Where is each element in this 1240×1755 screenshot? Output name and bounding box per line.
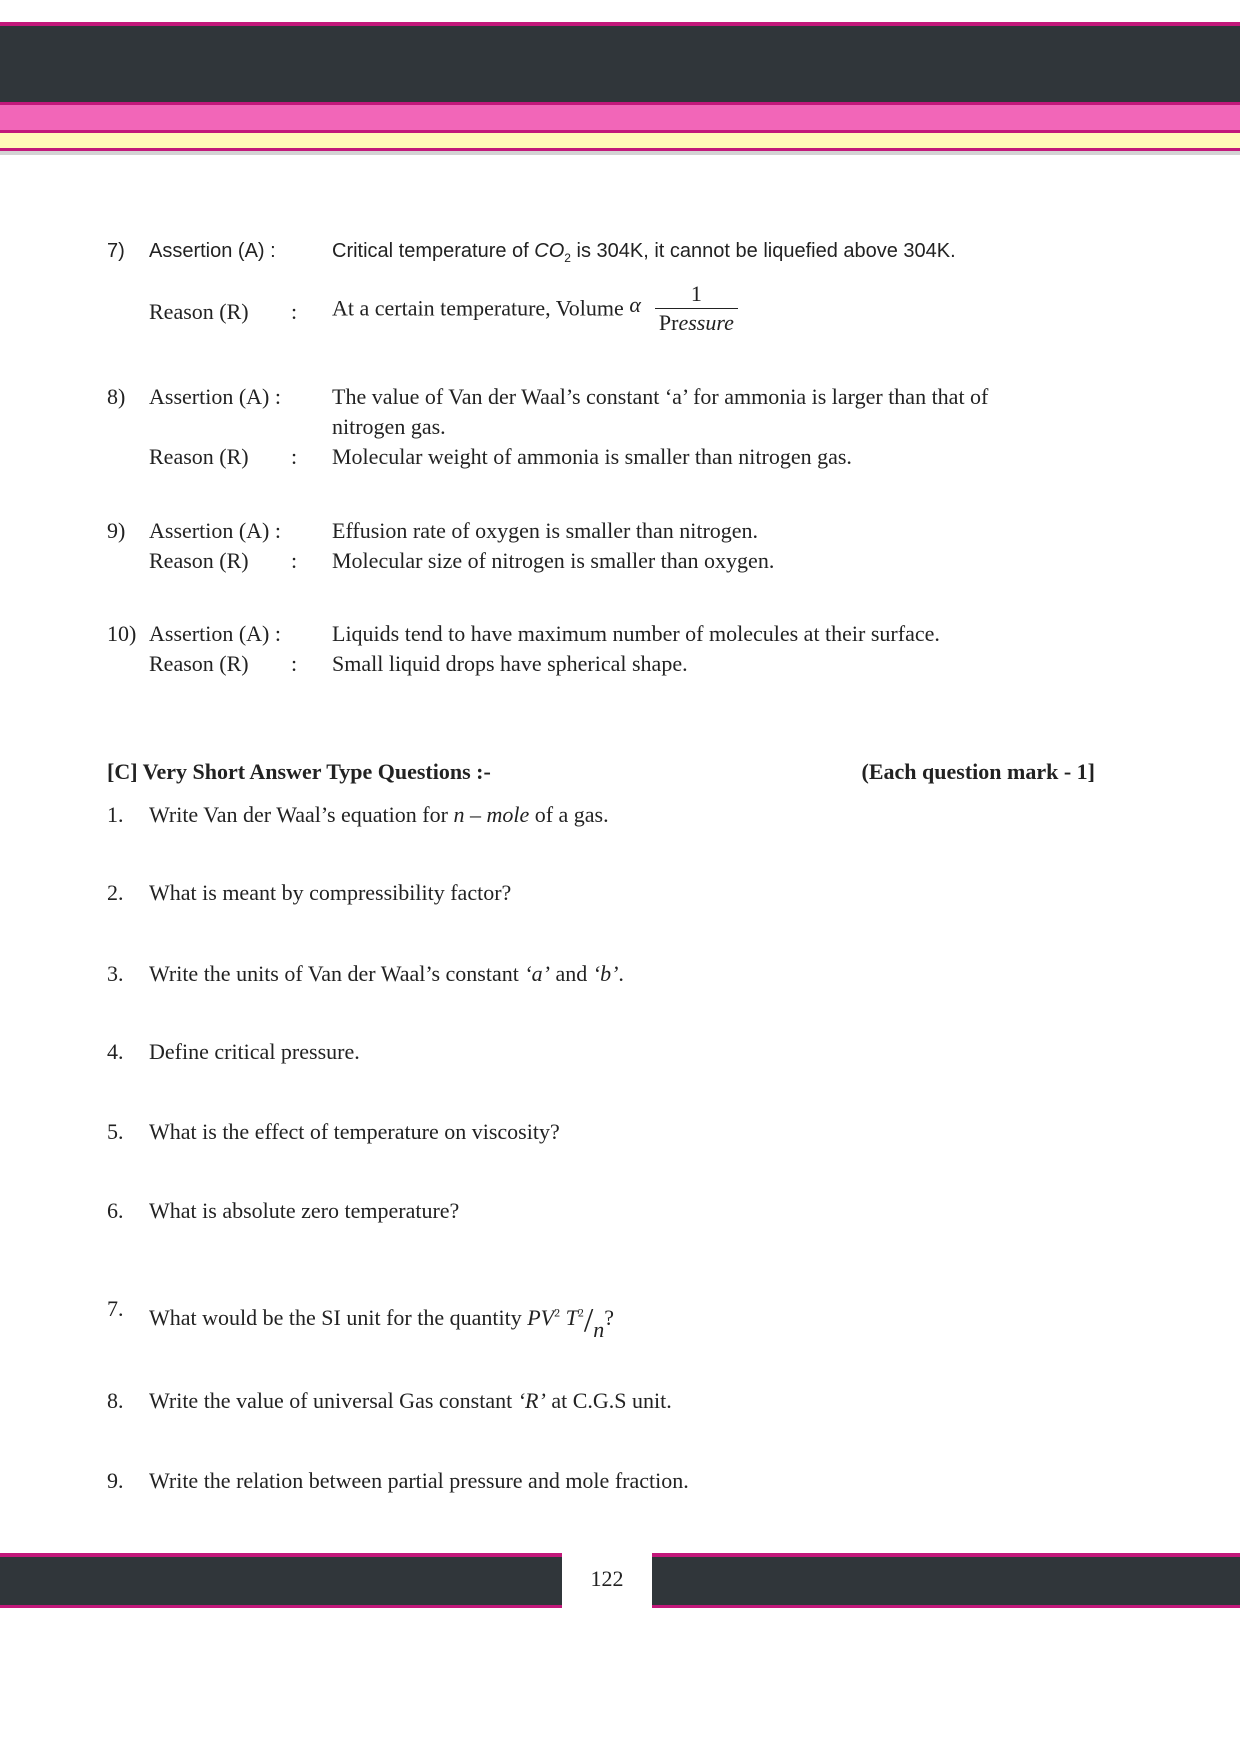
header-dark-band (0, 22, 1240, 105)
reason-label: Reason (R) (149, 651, 249, 676)
assertion-text: The value of Van der Waal’s constant ‘a’ for ammonia is larger than that of (332, 384, 989, 409)
reason-text: Molecular weight of ammonia is smaller than nitrogen gas. (332, 444, 852, 469)
colon: : (291, 548, 298, 573)
assertion-text: Liquids tend to have maximum number of molecules at their surface. (332, 621, 940, 646)
question-text: Write the units of Van der Waal’s constant ‘a’ and ‘b’. (149, 961, 624, 986)
reason-label: Reason (R) (149, 548, 249, 573)
question-number: 3. (107, 961, 124, 986)
header-gray-line (0, 151, 1240, 155)
reason-text: At a certain temperature, Volume α $\frac{1}{\text{Pressure}}$ (332, 280, 738, 337)
ar-number: 8) (107, 384, 126, 409)
colon: : (291, 444, 298, 469)
question-text: What is meant by compressibility factor? (149, 880, 512, 905)
header-pink-band (0, 105, 1240, 133)
footer-band-right (652, 1553, 1240, 1608)
question-text: Write the value of universal Gas constant ‘R’ at C.G.S unit. (149, 1388, 672, 1413)
footer-band-left (0, 1553, 562, 1608)
ar-number: 7) (107, 240, 125, 262)
section-title: [C] Very Short Answer Type Questions :- (107, 759, 491, 784)
ar-number: 9) (107, 518, 126, 543)
question-text: Write Van der Waal’s equation for n – mole of a gas. (149, 802, 609, 827)
question-number: 6. (107, 1198, 124, 1223)
question-number: 9. (107, 1468, 124, 1493)
question-text: What is the effect of temperature on viscosity? (149, 1119, 560, 1144)
question-number: 7. (107, 1296, 124, 1321)
question-text: What would be the SI unit for the quantity $PV^2$ $T^2/n$? (149, 1302, 615, 1342)
fraction: $\frac{1}{\text{Pressure}}$ (655, 280, 738, 337)
assertion-text-cont: nitrogen gas. (332, 414, 446, 439)
assertion-label: Assertion (A) : (149, 518, 281, 543)
question-number: 5. (107, 1119, 124, 1144)
page-number: 122 (590, 1566, 624, 1591)
reason-text: Small liquid drops have spherical shape. (332, 651, 688, 676)
reason-label: Reason (R) (149, 444, 249, 469)
colon: : (291, 299, 298, 324)
question-number: 4. (107, 1039, 124, 1064)
ar-number: 10) (107, 621, 137, 646)
header-cream-band (0, 133, 1240, 151)
question-text: Define critical pressure. (149, 1039, 360, 1064)
assertion-text: Effusion rate of oxygen is smaller than nitrogen. (332, 518, 759, 543)
assertion-label: Assertion (A) : (149, 384, 281, 409)
reason-text: Molecular size of nitrogen is smaller than oxygen. (332, 548, 775, 573)
colon: : (291, 651, 298, 676)
question-text: Write the relation between partial pressure and mole fraction. (149, 1468, 689, 1493)
assertion-label: Assertion (A) : (149, 621, 281, 646)
assertion-text: Critical temperature of $CO_2$ is 304K, it cannot be liquefied above 304K. (332, 240, 956, 265)
question-number: 1. (107, 802, 124, 827)
question-number: 8. (107, 1388, 124, 1413)
reason-label: Reason (R) (149, 299, 249, 324)
question-text: What is absolute zero temperature? (149, 1198, 460, 1223)
section-marks: (Each question mark - 1] (861, 759, 1095, 784)
assertion-label: Assertion (A) : (149, 240, 276, 262)
question-number: 2. (107, 880, 124, 905)
